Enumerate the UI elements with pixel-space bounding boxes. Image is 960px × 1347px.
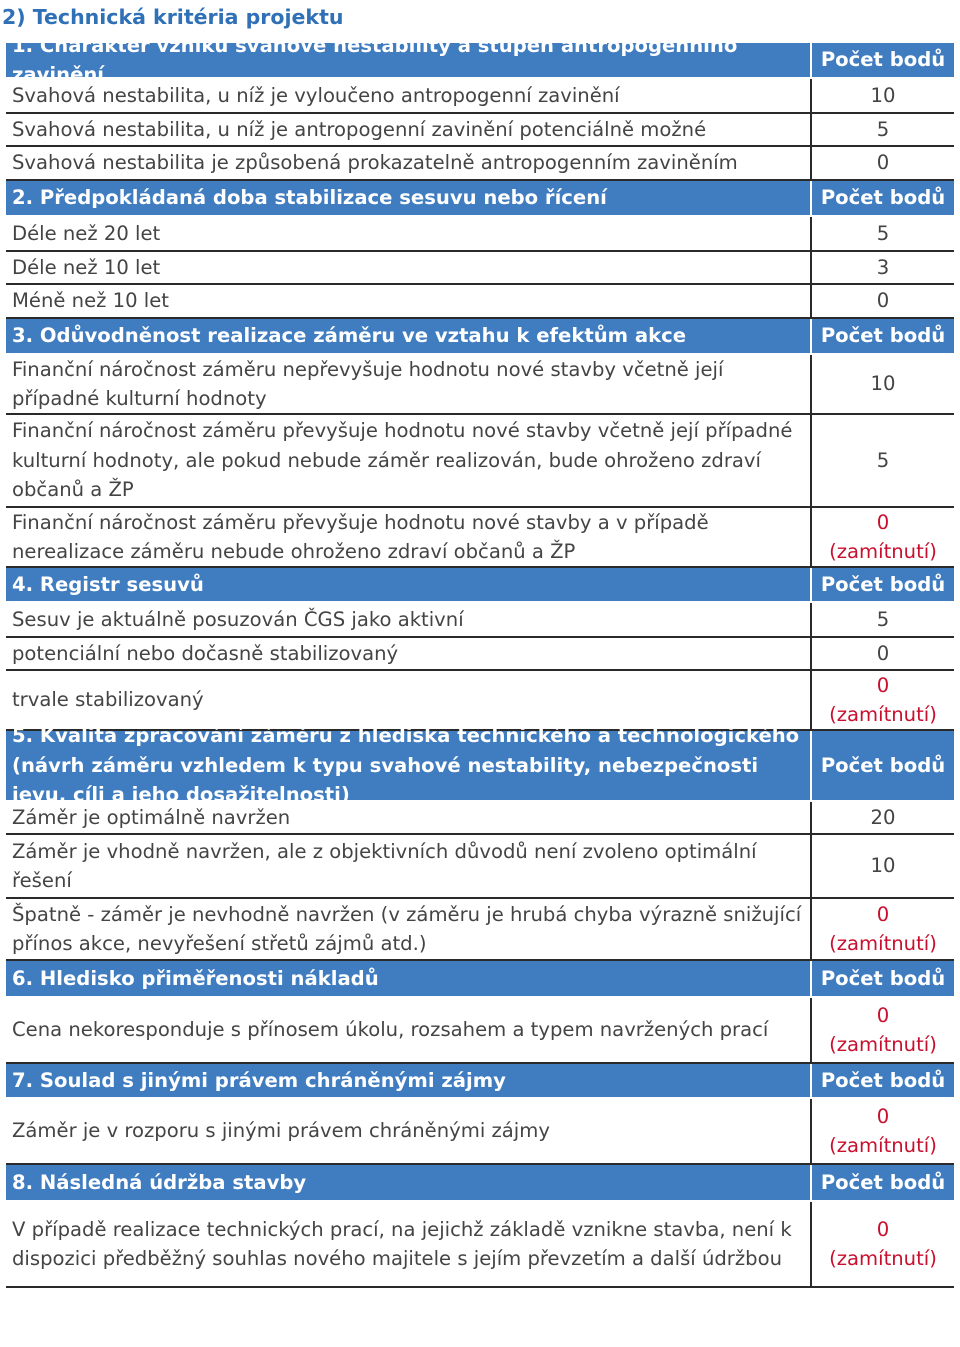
section-header	[6, 1064, 954, 1099]
section-header	[6, 1165, 954, 1202]
points-cell	[810, 802, 954, 833]
section-title: 6. Hledisko přiměřenosti nákladů	[12, 966, 379, 990]
points-value: 20	[870, 805, 896, 829]
points-cell	[810, 147, 954, 179]
criteria-label: potenciální nebo dočasně stabilizovaný	[12, 641, 399, 665]
criteria-label: Svahová nestabilita, u níž je vyloučeno antropogenní zavinění	[12, 83, 620, 107]
criteria-row	[6, 603, 954, 638]
criteria-row	[6, 114, 954, 147]
points-cell	[810, 415, 954, 506]
points-cell	[810, 217, 954, 250]
points-header: Počet bodů	[810, 181, 954, 215]
criteria-row	[6, 79, 954, 114]
points-value: 10	[870, 83, 896, 107]
section-header	[6, 724, 954, 807]
section-header	[6, 568, 954, 603]
points-cell	[810, 1202, 954, 1286]
points-header: Počet bodů	[810, 43, 954, 77]
reject-note: (zamítnutí)	[829, 1247, 937, 1270]
criteria-row	[6, 998, 954, 1064]
points-value: 0	[876, 289, 890, 313]
reject-note: (zamítnutí)	[829, 1134, 937, 1157]
criteria-label: Déle než 10 let	[12, 255, 161, 279]
criteria-label: Záměr je vhodně navržen, ale z objektivních důvodů není zvoleno optimální řešení	[12, 839, 757, 892]
criteria-row	[6, 899, 954, 961]
criteria-label: Finanční náročnost záměru nepřevyšuje hodnotu nové stavby včetně její případné kulturní hodnoty	[12, 357, 724, 410]
criteria-row	[6, 508, 954, 568]
reject-note: (zamítnutí)	[829, 932, 937, 955]
section-header	[6, 961, 954, 998]
criteria-label: Méně než 10 let	[12, 289, 169, 313]
points-value: 5	[876, 448, 890, 472]
criteria-label: Záměr je optimálně navržen	[12, 805, 291, 829]
points-value: 3	[876, 255, 890, 279]
criteria-label: Svahová nestabilita je způsobená prokazatelně antropogenním zaviněním	[12, 151, 738, 175]
criteria-row	[6, 355, 954, 415]
points-cell	[810, 252, 954, 283]
points-value: 5	[876, 607, 890, 631]
points-cell	[810, 79, 954, 112]
points-value: 0	[876, 641, 890, 665]
criteria-label: Špatně - záměr je nevhodně navržen (v záměru je hrubá chyba výrazně snižující přínos akce, nevyřešení střetů zájmů atd.)	[12, 902, 802, 955]
criteria-label: Déle než 20 let	[12, 221, 161, 245]
criteria-label: Finanční náročnost záměru převyšuje hodnotu nové stavby a v případě nerealizace záměru nebude ohroženo zdraví občanů a ŽP	[12, 510, 709, 563]
points-value: 0	[876, 1003, 890, 1027]
points-value: 5	[876, 221, 890, 245]
points-cell	[810, 638, 954, 669]
section-title: 1. Charakter vzniku svahové nestability a stupeň antropogenního zavinění	[12, 33, 738, 86]
points-cell	[810, 899, 954, 959]
points-value: 0	[876, 902, 890, 926]
page-title: 2) Technická kritéria projektu	[2, 5, 344, 29]
points-value: 10	[870, 372, 896, 396]
criteria-row	[6, 147, 954, 181]
points-cell	[810, 1099, 954, 1163]
section-header	[6, 319, 954, 355]
points-value: 5	[876, 117, 890, 141]
points-header: Počet bodů	[810, 319, 954, 353]
section-title: 3. Odůvodněnost realizace záměru ve vztahu k efektům akce	[12, 324, 687, 348]
section-title: 7. Soulad s jinými právem chráněnými zájmy	[12, 1068, 506, 1092]
points-header: Počet bodů	[810, 1064, 954, 1097]
points-cell	[810, 603, 954, 636]
criteria-row	[6, 1202, 954, 1288]
criteria-row	[6, 415, 954, 508]
criteria-label: Svahová nestabilita, u níž je antropogenní zavinění potenciálně možné	[12, 117, 707, 141]
points-value: 0	[876, 1217, 890, 1241]
points-cell	[810, 285, 954, 317]
section-header	[6, 181, 954, 217]
section-header	[6, 33, 954, 86]
points-cell	[810, 355, 954, 413]
points-header: Počet bodů	[810, 961, 954, 996]
criteria-label: Cena nekoresponduje s přínosem úkolu, rozsahem a typem navržených prací	[12, 1018, 769, 1042]
points-value: 0	[876, 151, 890, 175]
criteria-row	[6, 835, 954, 899]
points-header: Počet bodů	[810, 731, 954, 800]
points-value: 0	[876, 510, 890, 534]
criteria-row	[6, 217, 954, 252]
criteria-row	[6, 285, 954, 319]
points-value: 0	[876, 673, 890, 697]
criteria-label: Záměr je v rozporu s jinými právem chráněnými zájmy	[12, 1119, 550, 1143]
points-cell	[810, 114, 954, 145]
reject-note: (zamítnutí)	[829, 703, 937, 726]
criteria-row	[6, 252, 954, 285]
points-cell	[810, 835, 954, 897]
section-title: 8. Následná údržba stavby	[12, 1170, 307, 1194]
points-cell	[810, 998, 954, 1062]
criteria-label: Finanční náročnost záměru převyšuje hodnotu nové stavby včetně její případné kulturní hodnoty, ale pokud nebude záměr realizován, bude ohroženo zdraví občanů a ŽP	[12, 419, 793, 502]
criteria-table	[6, 33, 954, 1288]
criteria-label: trvale stabilizovaný	[12, 688, 204, 712]
criteria-label: Sesuv je aktuálně posuzován ČGS jako aktivní	[12, 607, 464, 631]
criteria-row	[6, 1099, 954, 1165]
section-title: 2. Předpokládaná doba stabilizace sesuvu nebo řícení	[12, 186, 607, 210]
reject-note: (zamítnutí)	[829, 1033, 937, 1056]
section-title: 4. Registr sesuvů	[12, 572, 204, 596]
points-value: 0	[876, 1104, 890, 1128]
points-header: Počet bodů	[810, 568, 954, 601]
points-cell	[810, 508, 954, 566]
reject-note: (zamítnutí)	[829, 540, 937, 563]
criteria-label: V případě realizace technických prací, na jejichž základě vznikne stavba, není k dispozici předběžný souhlas nového majitele s jejím převzetím a další údržbou	[12, 1217, 792, 1270]
points-header: Počet bodů	[810, 1165, 954, 1200]
criteria-row	[6, 802, 954, 835]
points-value: 10	[870, 854, 896, 878]
criteria-row	[6, 638, 954, 671]
points-cell	[810, 671, 954, 729]
section-title: 5. Kvalita zpracování záměru z hlediska technického a technologického (návrh záměru vzhledem k typu svahové nestability, nebezpečnosti jevu, cíli a jeho dosažitelnosti)	[12, 724, 800, 807]
